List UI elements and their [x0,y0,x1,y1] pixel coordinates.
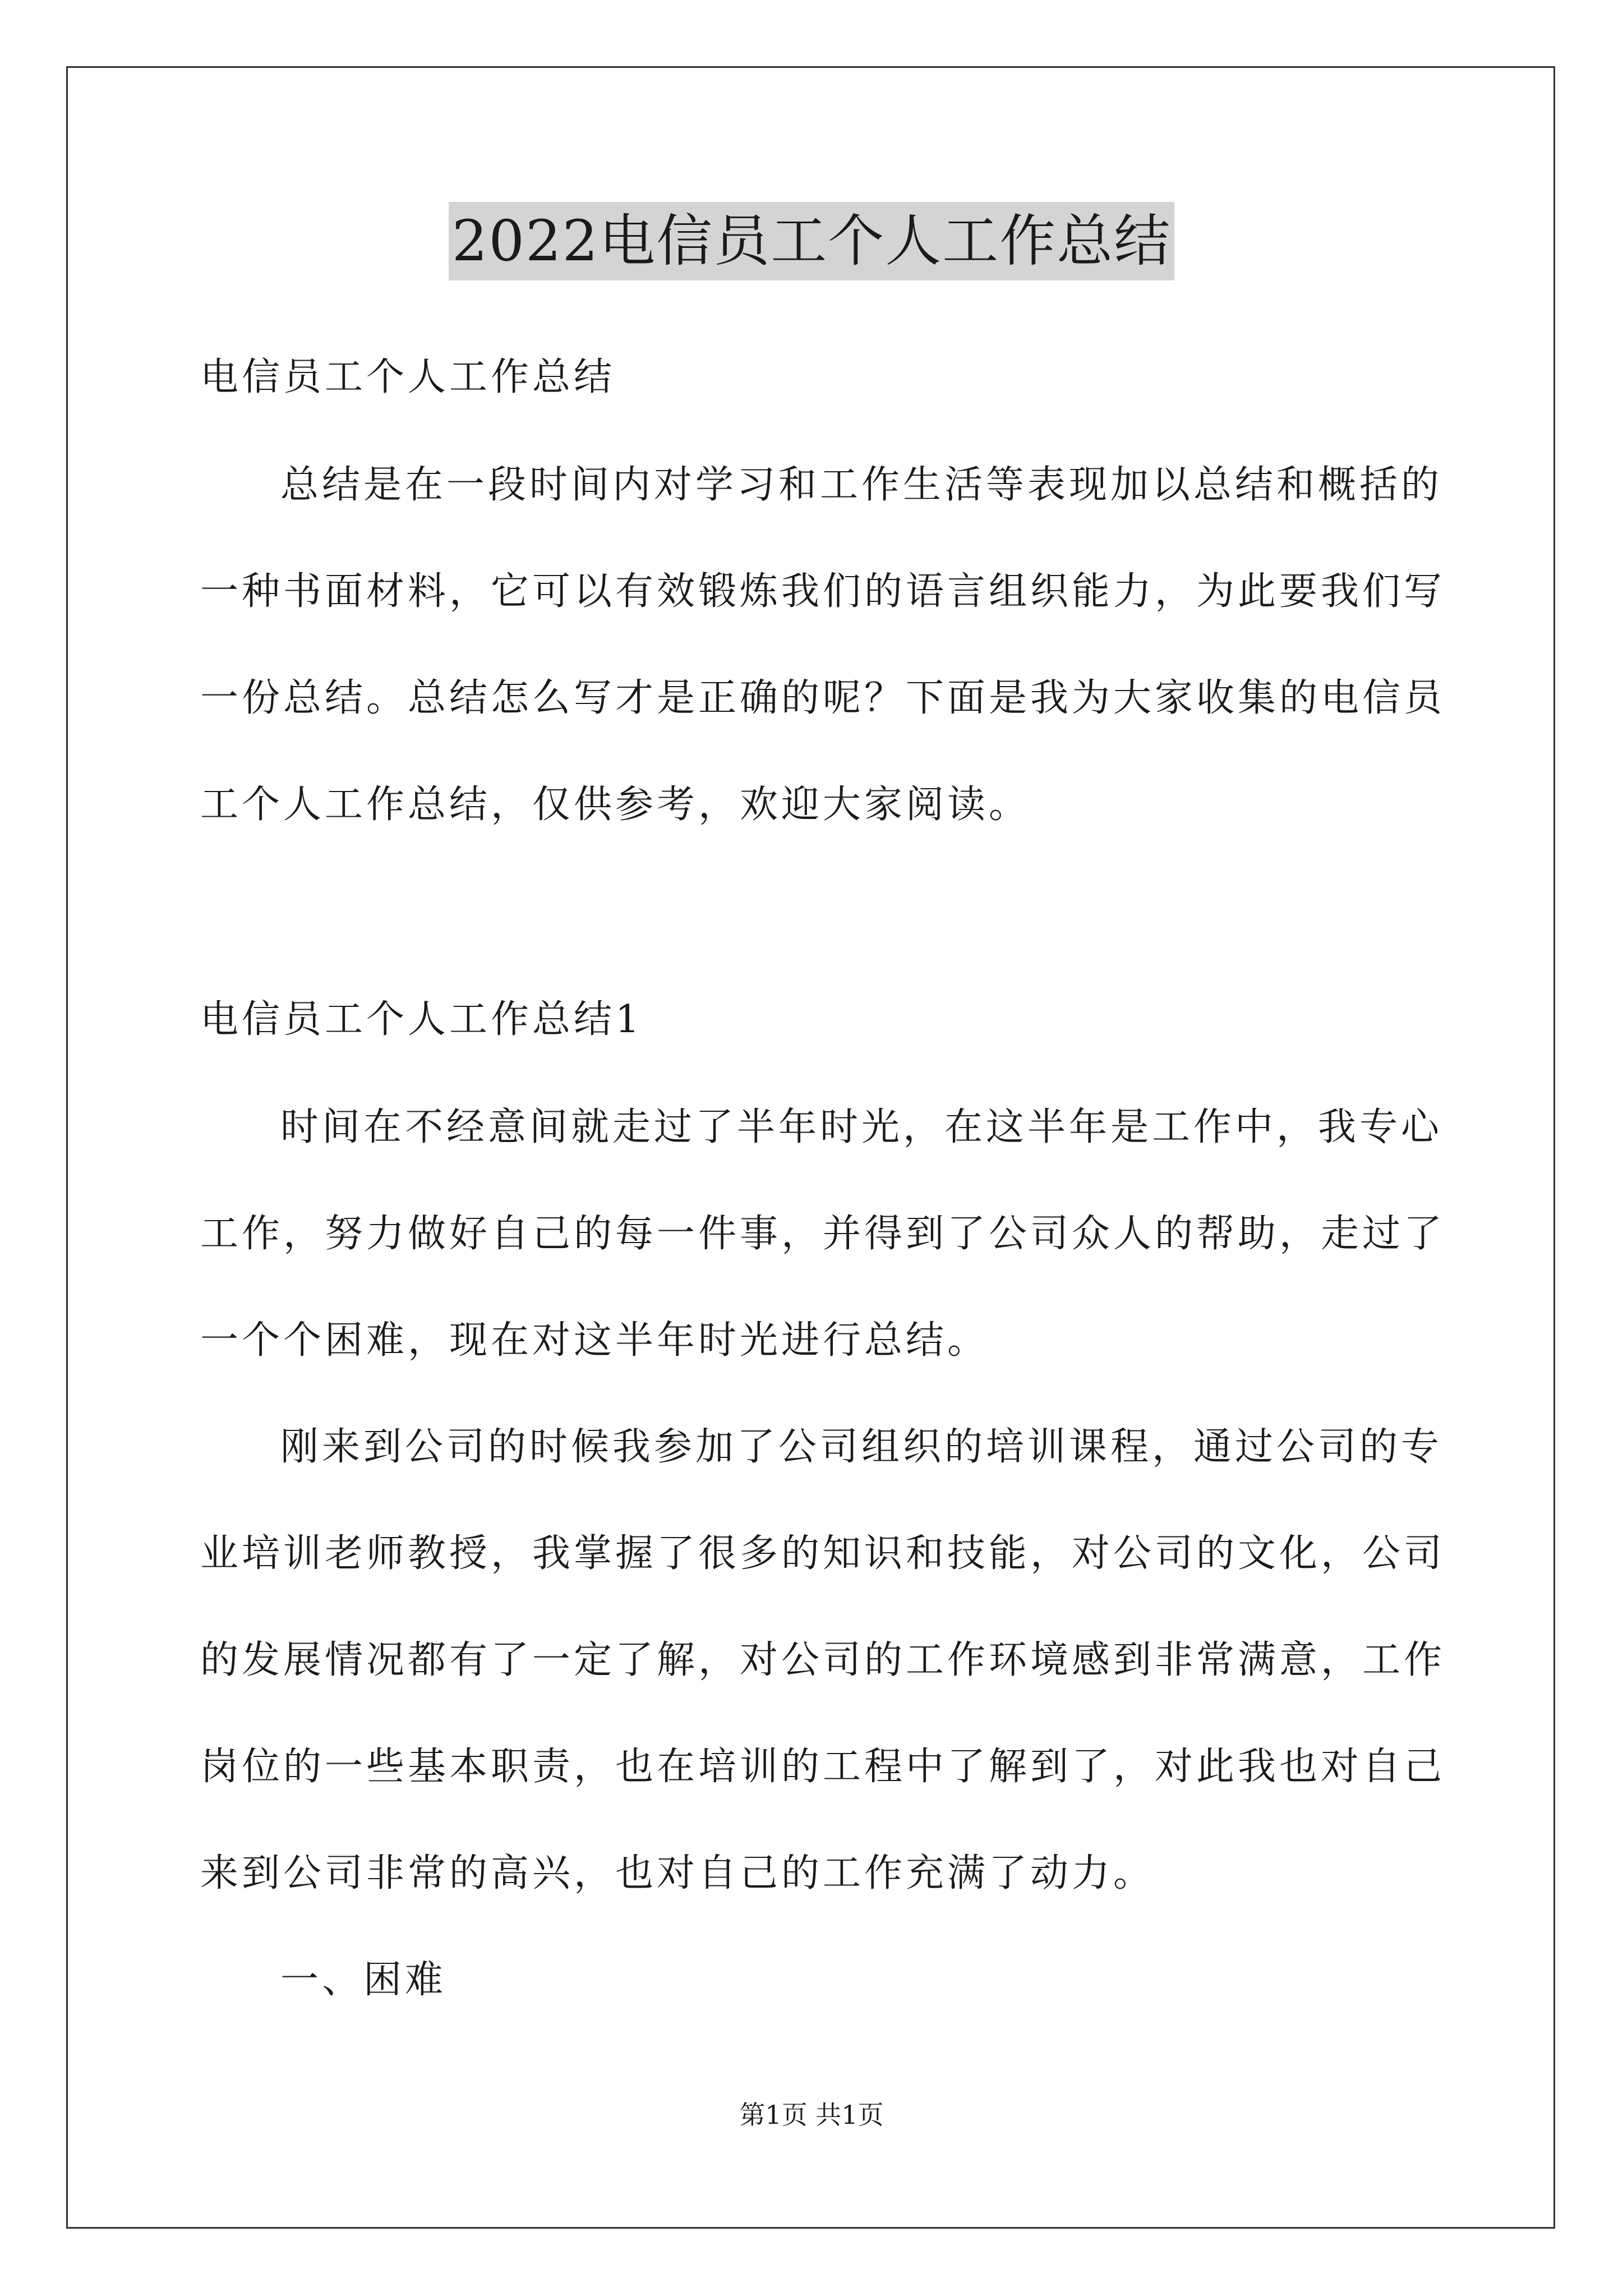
paragraph-line: 岗位的一些基本职责，也在培训的工程中了解到了，对此我也对自己 [200,1745,1446,1789]
paragraph-line: 时间在不经意间就走过了半年时光，在这半年是工作中，我专心 [280,1105,1443,1149]
paragraph-line: 一个个困难，现在对这半年时光进行总结。 [200,1318,989,1363]
paragraph-line: 工作，努力做好自己的每一件事，并得到了公司众人的帮助，走过了 [200,1212,1446,1256]
section-heading: 电信员工个人工作总结 [200,355,616,399]
document-title: 2022电信员工个人工作总结 [449,202,1175,280]
paragraph-line: 业培训老师教授，我掌握了很多的知识和技能，对公司的文化，公司 [200,1531,1446,1576]
paragraph-line: 工个人工作总结，仅供参考，欢迎大家阅读。 [200,783,1031,827]
paragraph-line: 总结是在一段时间内对学习和工作生活等表现加以总结和概括的 [280,463,1443,507]
paragraph-line: 来到公司非常的高兴，也对自己的工作充满了动力。 [200,1851,1155,1895]
subheading: 一、困难 [280,1958,447,2002]
section-heading: 电信员工个人工作总结1 [200,997,643,1042]
paragraph-line: 刚来到公司的时候我参加了公司组织的培训课程，通过公司的专 [280,1425,1443,1469]
paragraph-line: 的发展情况都有了一定了解，对公司的工作环境感到非常满意，工作 [200,1638,1446,1682]
paragraph-line: 一种书面材料，它可以有效锻炼我们的语言组织能力，为此要我们写 [200,569,1446,614]
paragraph-line: 一份总结。总结怎么写才是正确的呢？下面是我为大家收集的电信员 [200,676,1446,720]
title-wrap [0,202,1623,280]
page-footer: 第1页 共1页 [739,2100,884,2130]
